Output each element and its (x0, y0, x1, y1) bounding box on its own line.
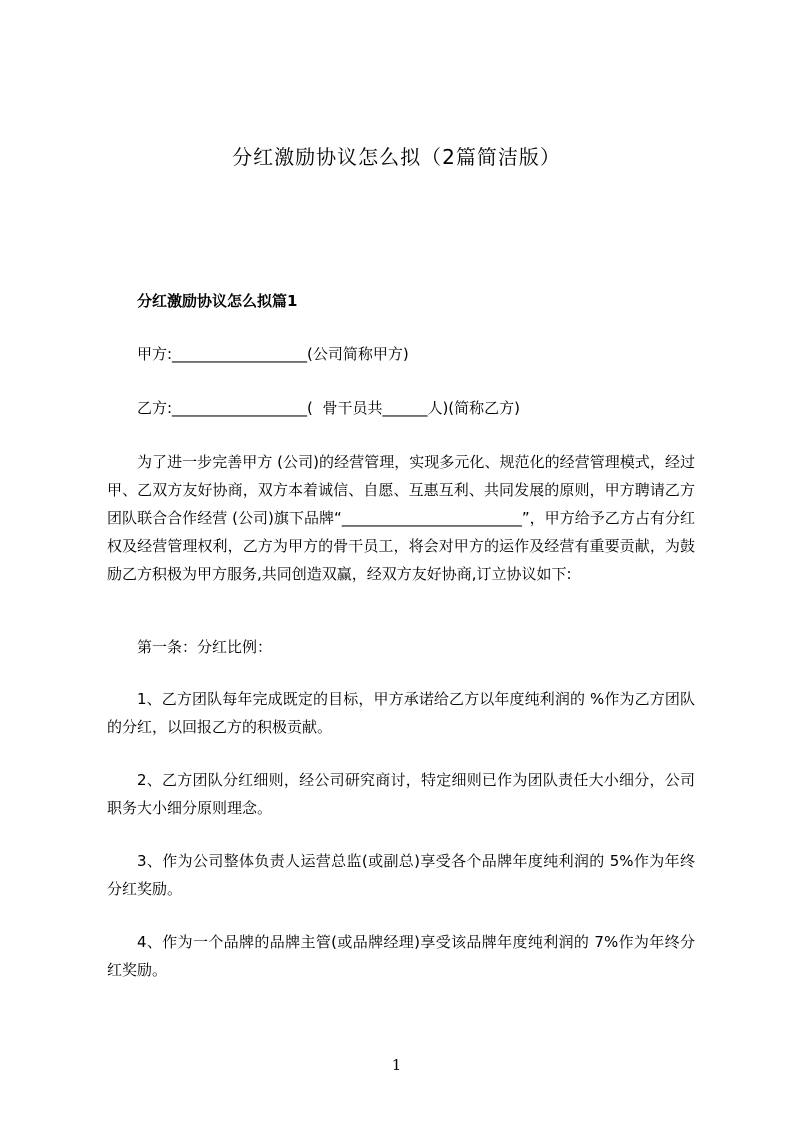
article-1-heading: 第一条：分红比例： (137, 638, 273, 656)
party-a-line: 甲方:__________________(公司简称甲方) (137, 345, 409, 363)
clause-3: 3、作为公司整体负责人运营总监(或副总)享受各个品牌年度纯利润的 5%作为年终分红奖励。 (107, 852, 695, 898)
section-heading: 分红激励协议怎么拟篇1 (137, 292, 298, 310)
document-title: 分红激励协议怎么拟（2篇简洁版） (232, 145, 561, 169)
page-number: 1 (391, 1056, 402, 1074)
clause-4: 4、作为一个品牌的品牌主管(或品牌经理)享受该品牌年度纯利润的 7%作为年终分红奖励。 (107, 933, 695, 979)
clause-1: 1、乙方团队每年完成既定的目标，甲方承诺给乙方以年度纯利润的 %作为乙方团队的分红，以回报乙方的积极贡献。 (107, 690, 695, 736)
intro-paragraph: 为了进一步完善甲方 (公司)的经营管理，实现多元化、规范化的经营管理模式，经过甲、乙双方友好协商，双方本着诚信、自愿、互惠互利、共同发展的原则，甲方聘请乙方团队联合合作经营 (公司)旗下品牌“________________________”，甲方给予乙方占有分红权及经营管理权利，乙方为甲方的骨干员工，将会对甲方的运作及经营有重要贡献，为鼓励乙方积极为甲方服务,共同创造双赢，经双方友好协商,订立协议如下: (107, 453, 695, 583)
clause-2: 2、乙方团队分红细则，经公司研究商讨，特定细则已作为团队责任大小细分，公司职务大小细分原则理念。 (107, 771, 695, 817)
party-b-line: 乙方:__________________( 骨干员共______人)(简称乙方) (137, 399, 520, 417)
